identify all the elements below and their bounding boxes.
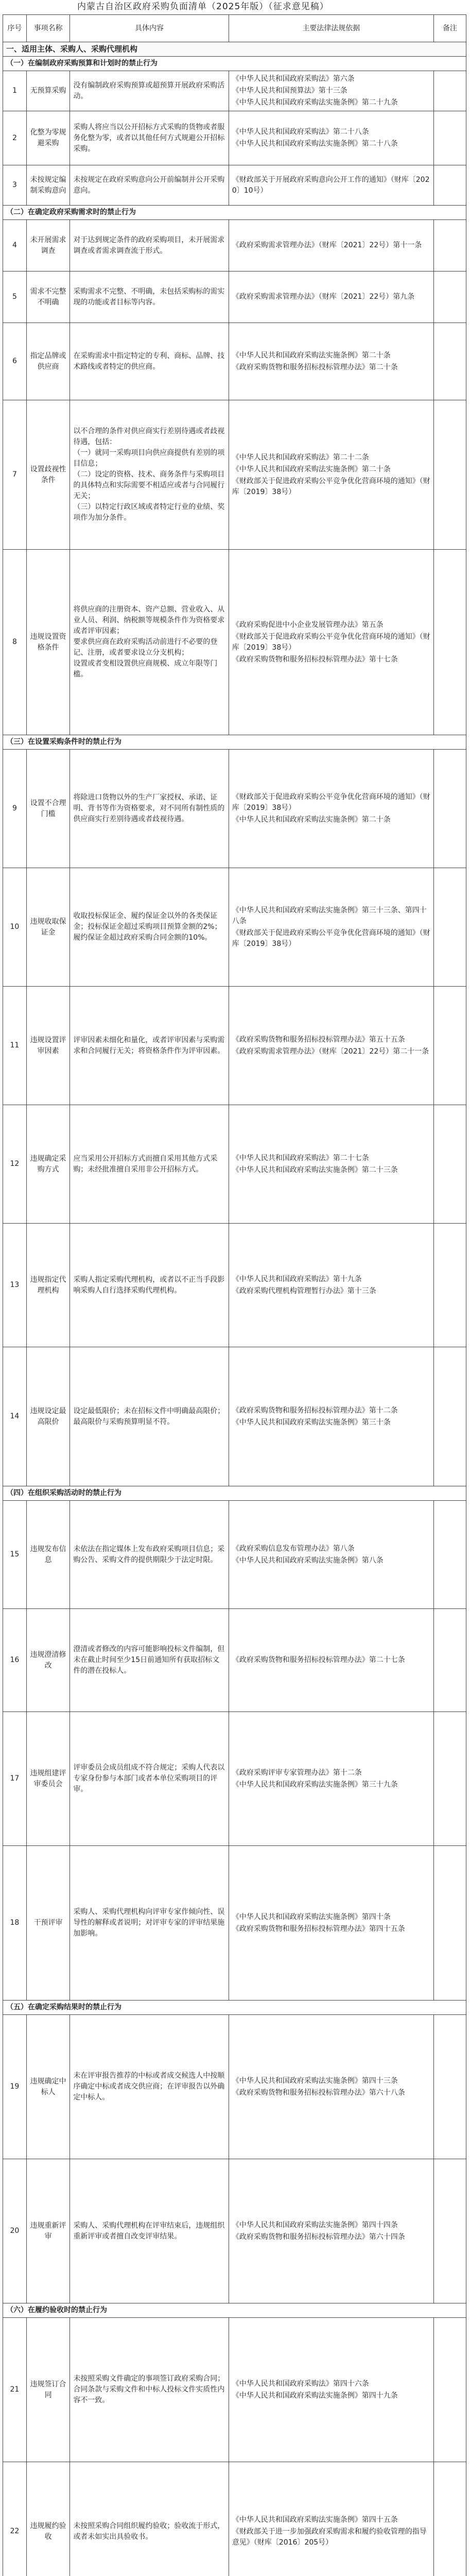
legal-reference: 《中华人民共和国政府采购法》第四十六条 <box>232 2379 369 2388</box>
item-content <box>70 111 229 165</box>
content-paragraph: 收取投标保证金、履约保证金以外的各类保证金；投标保证金超过采购项目预算金额的2%；履约保证金超过政府采购合同金额的10%。 <box>73 912 222 942</box>
content-paragraph: 没有编制政府采购预算或超预算开展政府采购活动。 <box>73 81 225 100</box>
remarks <box>433 1347 466 1486</box>
legal-basis <box>229 111 433 165</box>
content-paragraph: 以不合理的条件对供应商实行差别待遇或者歧视待遇，包括： <box>73 427 225 446</box>
legal-reference: 《政府采购货物和服务招标投标管理办法》第六十四条 <box>232 2232 405 2241</box>
content-paragraph: 未依法在指定媒体上发布政府采购项目信息；采购公告、采购文件的提供期限少于法定时限。 <box>73 1545 225 1564</box>
item-content <box>70 868 229 987</box>
content-paragraph: 将除进口货物以外的生产厂家授权、承诺、证明、背书等作为资格要求，对不同所有制性质的供应商实行差别待遇或者歧视待遇。 <box>73 793 225 823</box>
remarks <box>433 987 466 1105</box>
item-content <box>70 987 229 1105</box>
legal-basis <box>229 550 433 735</box>
subsection-heading-row <box>3 2303 466 2318</box>
legal-reference: 《政府采购需求管理办法》（财库〔2021〕22号）第十一条 <box>232 241 422 249</box>
remarks <box>433 2159 466 2303</box>
table-row <box>3 1105 466 1224</box>
row-number: 2 <box>3 111 27 165</box>
legal-reference: 《中华人民共和国政府采购法实施条例》第四十五条 <box>232 2516 398 2524</box>
legal-reference: 《政府采购货物和服务招标投标管理办法》第十七条 <box>232 655 398 664</box>
legal-basis <box>229 2159 433 2303</box>
content-paragraph: 未按照采购合同组织履约验收；验收流于形式，或者未如实出具验收书。 <box>73 2521 225 2541</box>
remarks <box>433 71 466 111</box>
section-heading: 一、适用主体、采购人、采购代理机构 <box>3 42 466 57</box>
row-number: 15 <box>3 1501 27 1609</box>
item-content <box>70 1712 229 1846</box>
remarks <box>433 165 466 206</box>
legal-reference: 《中华人民共和国政府采购法实施条例》第二十条 <box>232 465 391 473</box>
table-row <box>3 1609 466 1712</box>
remarks <box>433 1846 466 2001</box>
table-body <box>3 42 466 2576</box>
remarks <box>433 1609 466 1712</box>
remarks <box>433 111 466 165</box>
row-number: 17 <box>3 1712 27 1846</box>
legal-reference: 《中华人民共和国政府采购法》第十九条 <box>232 1275 362 1283</box>
subsection-heading: （二）在确定政府采购需求时的禁止行为 <box>3 206 466 220</box>
row-number: 8 <box>3 550 27 735</box>
row-number: 5 <box>3 272 27 323</box>
legal-reference: 《中华人民共和国政府采购法实施条例》第三十三条、第四十八条 <box>232 906 427 925</box>
row-number: 12 <box>3 1105 27 1224</box>
content-paragraph: 要求供应商在政府采购活动前进行不必要的登记、注册，或者要求设立分支机构； <box>73 638 218 657</box>
remarks <box>433 2462 466 2576</box>
legal-basis <box>229 2318 433 2462</box>
legal-reference: 《中华人民共和国政府采购法实施条例》第四十三条 <box>232 2076 398 2085</box>
item-content <box>70 1846 229 2001</box>
item-content <box>70 2318 229 2462</box>
remarks <box>433 2318 466 2462</box>
item-name: 违规收取保证金 <box>26 868 70 987</box>
item-name: 需求不完整不明确 <box>26 272 70 323</box>
legal-basis <box>229 323 433 400</box>
item-content <box>70 2015 229 2159</box>
legal-basis <box>229 750 433 868</box>
row-number: 16 <box>3 1609 27 1712</box>
item-name: 违规设定最高限价 <box>26 1347 70 1486</box>
legal-reference: 《中华人民共和国政府采购法实施条例》第三十条 <box>232 1418 391 1427</box>
row-number: 11 <box>3 987 27 1105</box>
table-row <box>3 165 466 206</box>
table-row <box>3 1712 466 1846</box>
legal-reference: 《中华人民共和国政府采购法实施条例》第八条 <box>232 1556 384 1565</box>
item-name: 干预评审 <box>26 1846 70 2001</box>
legal-reference: 《财政部关于促进政府采购公平竞争优化营商环境的通知》（财库〔2019〕38号） <box>232 477 430 496</box>
legal-reference: 《政府采购代理机构管理暂行办法》第十三条 <box>232 1286 376 1295</box>
row-number: 14 <box>3 1347 27 1486</box>
remarks <box>433 2015 466 2159</box>
remarks <box>433 550 466 735</box>
row-number: 18 <box>3 1846 27 2001</box>
item-name: 指定品牌或供应商 <box>26 323 70 400</box>
item-content <box>70 1501 229 1609</box>
header-number: 序号 <box>3 15 27 42</box>
table-row <box>3 2318 466 2462</box>
subsection-heading: （五）在确定采购结果时的禁止行为 <box>3 2001 466 2015</box>
item-name: 违规确定采购方式 <box>26 1105 70 1224</box>
content-paragraph: 设置或者变相设置供应商规模、成立年限等门槛。 <box>73 659 218 679</box>
item-name: 违规设置资格条件 <box>26 550 70 735</box>
legal-basis <box>229 1224 433 1347</box>
remarks <box>433 1501 466 1609</box>
table-row <box>3 272 466 323</box>
content-paragraph: 未按规定在政府采购意向公开前编制并公开采购意向。 <box>73 175 225 195</box>
legal-reference: 《政府采购货物和服务招标投标管理办法》第四十五条 <box>232 1924 405 1933</box>
legal-reference: 《政府采购评审专家管理办法》第十二条 <box>232 1768 362 1777</box>
legal-reference: 《中华人民共和国预算法》第十三条 <box>232 87 347 95</box>
legal-basis <box>229 1501 433 1609</box>
table-row <box>3 323 466 400</box>
legal-basis <box>229 1846 433 2001</box>
row-number: 21 <box>3 2318 27 2462</box>
legal-basis <box>229 1609 433 1712</box>
legal-reference: 《政府采购货物和服务招标投标管理办法》第二十七条 <box>232 1656 405 1664</box>
subsection-heading: （四）在组织采购活动时的禁止行为 <box>3 1486 466 1501</box>
row-number: 20 <box>3 2159 27 2303</box>
table-row <box>3 220 466 272</box>
legal-reference: 《中华人民共和国政府采购法》第二十二条 <box>232 453 369 462</box>
content-paragraph: 未按照采购文件确定的事项签订政府采购合同；合同条款与采购文件和中标人投标文件实质性内容不一致。 <box>73 2375 225 2404</box>
legal-reference: 《中华人民共和国政府采购法》第二十八条 <box>232 128 369 136</box>
header-legal-basis: 主要法律法规依据 <box>229 15 433 42</box>
legal-basis <box>229 1347 433 1486</box>
item-name: 未按规定编制采购意向 <box>26 165 70 206</box>
legal-reference: 《政府采购货物和服务招标投标管理办法》第十二条 <box>232 1406 398 1415</box>
item-content <box>70 1105 229 1224</box>
legal-reference: 《政府采购货物和服务招标投标管理办法》第六十八条 <box>232 2088 405 2097</box>
content-paragraph: 采购人指定采购代理机构，或者以不正当手段影响采购人自行选择采购代理机构。 <box>73 1275 225 1295</box>
content-paragraph: 采购人将应当以公开招标方式采购的货物或者服务化整为零，或者以其他任何方式规避公开招标采购。 <box>73 123 225 153</box>
item-content <box>70 71 229 111</box>
row-number: 19 <box>3 2015 27 2159</box>
legal-basis <box>229 272 433 323</box>
item-content <box>70 272 229 323</box>
row-number: 22 <box>3 2462 27 2576</box>
item-name: 无预算采购 <box>26 71 70 111</box>
legal-reference: 《政府采购促进中小企业发展管理办法》第五条 <box>232 620 384 629</box>
content-paragraph: 澄清或者修改的内容可能影响投标文件编制，但未在截止时间至少15日前通知所有获取招标文件的潜在投标人。 <box>73 1645 225 1675</box>
remarks <box>433 1224 466 1347</box>
row-number: 7 <box>3 400 27 550</box>
item-name: 违规重新评审 <box>26 2159 70 2303</box>
table-row <box>3 1347 466 1486</box>
legal-basis <box>229 400 433 550</box>
legal-basis <box>229 2462 433 2576</box>
legal-reference: 《中华人民共和国政府采购法实施条例》第二十八条 <box>232 140 398 148</box>
row-number: 10 <box>3 868 27 987</box>
header-item-name: 事项名称 <box>26 15 70 42</box>
row-number: 1 <box>3 71 27 111</box>
remarks <box>433 1712 466 1846</box>
subsection-heading-row <box>3 57 466 71</box>
legal-basis <box>229 1105 433 1224</box>
content-paragraph: （二）设定的资格、技术、商务条件与采购项目的具体特点和实际需要不相适应或者与合同履行无关； <box>73 470 225 500</box>
content-paragraph: 未在评审报告推荐的中标或者成交候选人中按顺序确定中标或者成交供应商；在评审报告以外确定中标人。 <box>73 2072 225 2102</box>
item-name: 违规发布信息 <box>26 1501 70 1609</box>
remarks <box>433 868 466 987</box>
legal-reference: 《财政部关于促进政府采购公平竞争优化营商环境的通知》（财库〔2019〕38号） <box>232 632 430 652</box>
legal-reference: 《政府采购需求管理办法》（财库〔2021〕22号）第二十一条 <box>232 1047 429 1056</box>
legal-reference: 《政府采购需求管理办法》（财库〔2021〕22号）第九条 <box>232 293 415 301</box>
item-content <box>70 323 229 400</box>
subsection-heading: （六）在履约验收时的禁止行为 <box>3 2303 466 2318</box>
item-content <box>70 1224 229 1347</box>
item-content <box>70 2159 229 2303</box>
legal-basis <box>229 2015 433 2159</box>
legal-reference: 《财政部关于开展政府采购意向公开工作的通知》（财库〔2020〕10号） <box>232 175 430 195</box>
section-heading-row <box>3 42 466 57</box>
item-name: 设置不合理门槛 <box>26 750 70 868</box>
item-content <box>70 165 229 206</box>
table-header-row <box>3 15 466 42</box>
subsection-heading-row <box>3 735 466 750</box>
row-number: 9 <box>3 750 27 868</box>
table-row <box>3 550 466 735</box>
content-paragraph: 应当采用公开招标方式而擅自采用其他方式采购；未经批准擅自采用非公开招标方式。 <box>73 1154 218 1174</box>
table-row <box>3 1224 466 1347</box>
legal-reference: 《财政部关于促进政府采购公平竞争优化营商环境的通知》（财库〔2019〕38号） <box>232 928 430 948</box>
legal-basis <box>229 220 433 272</box>
item-content <box>70 2462 229 2576</box>
subsection-heading-row <box>3 1486 466 1501</box>
legal-reference: 《财政部关于促进政府采购公平竞争优化营商环境的通知》（财库〔2019〕38号） <box>232 793 430 812</box>
legal-reference: 《中华人民共和国政府采购法实施条例》第二十条 <box>232 816 391 824</box>
table-row <box>3 2159 466 2303</box>
item-name: 违规指定代理机构 <box>26 1224 70 1347</box>
table-row <box>3 71 466 111</box>
remarks <box>433 750 466 868</box>
content-paragraph: 采购人、采购代理机构在评审结束后，违规组织重新评审或者擅自改变评审结果。 <box>73 2221 225 2241</box>
subsection-heading: （三）在设置采购条件时的禁止行为 <box>3 735 466 750</box>
item-name: 违规澄清修改 <box>26 1609 70 1712</box>
content-paragraph: 对于达到规定条件的政府采购项目，未开展需求调查或者需求调查流于形式。 <box>73 235 225 255</box>
item-content <box>70 750 229 868</box>
legal-reference: 《中华人民共和国政府采购法》第六条 <box>232 75 355 83</box>
table-row <box>3 987 466 1105</box>
item-content <box>70 220 229 272</box>
remarks <box>433 400 466 550</box>
document-title: 内蒙古自治区政府采购负面清单（2025年版）（征求意见稿） <box>77 2 329 12</box>
header-content: 具体内容 <box>70 15 229 42</box>
legal-reference: 《中华人民共和国政府采购法实施条例》第四十九条 <box>232 2391 398 2400</box>
header-remarks: 备注 <box>433 15 466 42</box>
row-number: 13 <box>3 1224 27 1347</box>
item-name: 违规确定中标人 <box>26 2015 70 2159</box>
content-paragraph: （三）以特定行政区域或者特定行业的业绩、奖项作为加分条件。 <box>73 503 225 522</box>
content-paragraph: 采购需求不完整、不明确，未包括采购标的需实现的功能或者目标等内容。 <box>73 287 225 307</box>
legal-reference: 《政府采购货物和服务招标投标管理办法》第五十五条 <box>232 1035 405 1044</box>
legal-reference: 《中华人民共和国政府采购法》第二十七条 <box>232 1154 369 1162</box>
remarks <box>433 323 466 400</box>
subsection-heading-row <box>3 2001 466 2015</box>
content-paragraph: 将供应商的注册资本、资产总额、营业收入、从业人员、利润、纳税额等规模条件作为资格要求或者评审因素； <box>73 605 225 635</box>
content-paragraph: 设定最低限价；未在招标文件中明确最高限价；最高限价与采购预算明显不符。 <box>73 1406 225 1426</box>
row-number: 4 <box>3 220 27 272</box>
legal-basis <box>229 71 433 111</box>
table-row <box>3 750 466 868</box>
item-name: 未开展需求调查 <box>26 220 70 272</box>
legal-reference: 《中华人民共和国政府采购法实施条例》第三十九条 <box>232 1780 398 1789</box>
item-content <box>70 550 229 735</box>
content-paragraph: 采购人、采购代理机构向评审专家作倾向性、误导性的解释或者说明；对评审专家的评审结果施加影响。 <box>73 1908 225 1938</box>
subsection-heading: （一）在编制政府采购预算和计划时的禁止行为 <box>3 57 466 71</box>
row-number: 6 <box>3 323 27 400</box>
content-paragraph: 评审因素未细化和量化，或者评审因素与采购需求和合同履行无关；将资格条件作为评审因素。 <box>73 1036 225 1055</box>
item-name: 化整为零规避采购 <box>26 111 70 165</box>
table-row <box>3 111 466 165</box>
legal-basis <box>229 868 433 987</box>
legal-reference: 《中华人民共和国政府采购法实施条例》第二十九条 <box>232 98 398 107</box>
remarks <box>433 1105 466 1224</box>
legal-basis <box>229 1712 433 1846</box>
item-name: 违规履约验收 <box>26 2462 70 2576</box>
legal-reference: 《政府采购货物和服务招标投标管理办法》第二十条 <box>232 363 398 371</box>
table-row <box>3 1846 466 2001</box>
negative-list-table <box>3 14 466 2576</box>
legal-reference: 《中华人民共和国政府采购法实施条例》第四十四条 <box>232 2221 398 2229</box>
item-content <box>70 1347 229 1486</box>
table-row <box>3 1501 466 1609</box>
item-name: 设置歧视性条件 <box>26 400 70 550</box>
table-row <box>3 400 466 550</box>
content-paragraph: 在采购需求中指定特定的专利、商标、品牌、技术路线或者特定的供应商。 <box>73 351 225 371</box>
legal-reference: 《中华人民共和国政府采购法实施条例》第二十三条 <box>232 1165 398 1174</box>
item-content <box>70 400 229 550</box>
legal-reference: 《中华人民共和国政府采购法实施条例》第四十条 <box>232 1912 391 1921</box>
legal-basis <box>229 987 433 1105</box>
item-content <box>70 1609 229 1712</box>
legal-reference: 《财政部关于进一步加强政府采购需求和履约验收管理的指导意见》（财库〔2016〕205号） <box>232 2528 427 2547</box>
legal-basis <box>229 165 433 206</box>
content-paragraph: 评审委员会成员组成不符合规定；采购人代表以专家身份参与本部门或者本单位采购项目的评审。 <box>73 1764 225 1793</box>
row-number: 3 <box>3 165 27 206</box>
table-row <box>3 2462 466 2576</box>
item-name: 违规签订合同 <box>26 2318 70 2462</box>
content-paragraph: （一）就同一采购项目向供应商提供有差别的项目信息； <box>73 449 225 468</box>
item-name: 违规组建评审委员会 <box>26 1712 70 1846</box>
remarks <box>433 220 466 272</box>
table-row <box>3 868 466 987</box>
remarks <box>433 272 466 323</box>
subsection-heading-row <box>3 206 466 220</box>
item-name: 违规设置评审因素 <box>26 987 70 1105</box>
table-row <box>3 2015 466 2159</box>
legal-reference: 《政府采购信息发布管理办法》第八条 <box>232 1544 355 1553</box>
legal-reference: 《中华人民共和国政府采购法实施条例》第二十条 <box>232 351 391 360</box>
